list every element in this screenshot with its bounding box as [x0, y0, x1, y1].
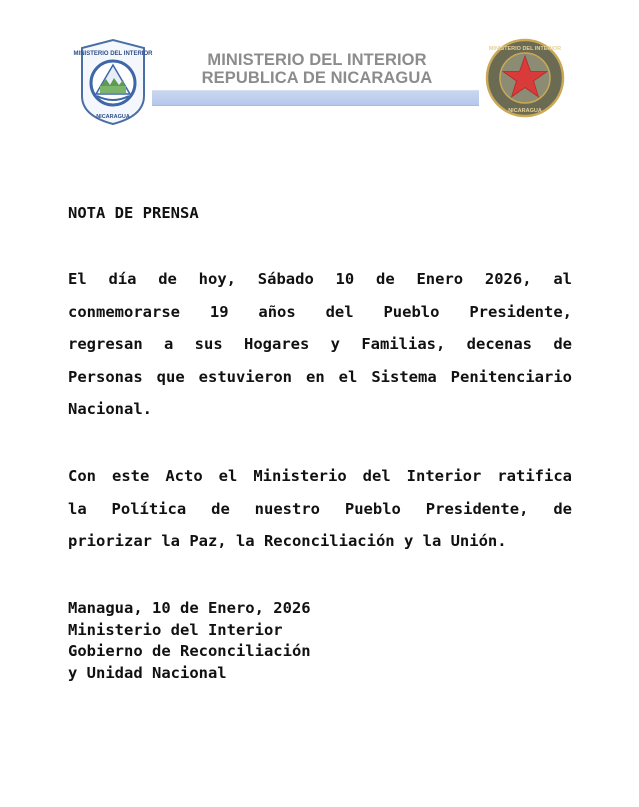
- paragraph-1-line: regresan a sus Hogares y Familias, decenas de: [68, 335, 572, 353]
- right-seal-top-text: MINISTERIO DEL INTERIOR: [488, 46, 562, 52]
- right-seal-bottom-text: NICARAGUA: [508, 108, 542, 114]
- signature-block: [68, 598, 572, 684]
- paragraph-2-line: Con este Acto el Ministerio del Interior ratifica: [68, 467, 572, 485]
- letterhead-title-line2: REPUBLICA DE NICARAGUA: [201, 69, 433, 87]
- paragraph-1-line: Personas que estuvieron en el Sistema Penitenciario: [68, 367, 572, 386]
- letterhead-title: [152, 51, 482, 87]
- left-seal-top-text: MINISTERIO DEL INTERIOR: [73, 51, 153, 57]
- paragraph-2: [68, 460, 572, 558]
- document-heading: NOTA DE PRENSA: [68, 204, 199, 222]
- letterhead: [0, 0, 639, 140]
- nicaragua-interior-shield-logo: [73, 38, 153, 126]
- paragraph-1-line: Nacional.: [68, 400, 152, 418]
- signature-government-line2: y Unidad Nacional: [68, 663, 227, 682]
- signature-place-date: Managua, 10 de Enero, 2026: [68, 599, 311, 617]
- signature-ministry: Ministerio del Interior: [68, 620, 283, 639]
- paragraph-2-line: la Política de nuestro Pueblo Presidente, de: [68, 499, 572, 518]
- paragraph-1: [68, 263, 572, 426]
- signature-government-line1: Gobierno de Reconciliación: [68, 642, 311, 660]
- paragraph-2-line: priorizar la Paz, la Reconciliación y la Unión.: [68, 532, 507, 550]
- paragraph-1-line: conmemorarse 19 años del Pueblo Presidente,: [68, 302, 572, 321]
- left-seal-bottom-text: NICARAGUA: [96, 114, 130, 120]
- letterhead-title-line1: MINISTERIO DEL INTERIOR: [207, 51, 427, 69]
- ministry-star-seal-logo: [485, 38, 565, 118]
- paragraph-1-line: El día de hoy, Sábado 10 de Enero 2026, al: [68, 270, 572, 288]
- letterhead-blue-bar: [152, 90, 479, 106]
